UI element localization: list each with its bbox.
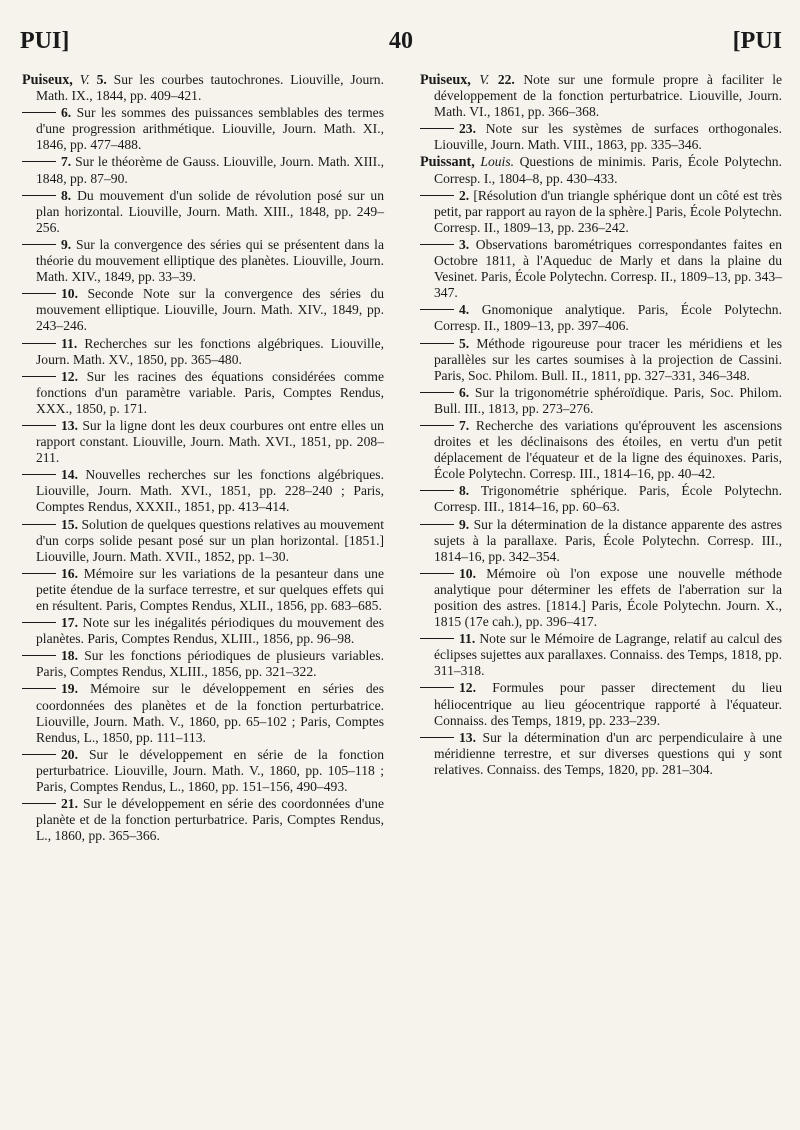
bibliography-entry [22,154,384,186]
entry-number: 2. [459,187,470,203]
entry-number: 23. [459,121,476,137]
author-name: Puiseux, [420,72,471,88]
entry-text: Nouvelles recherches sur les fonctions algébriques. Liouville, Journ. Math. XVI., 1851, pp. 228–240 ; Paris, Comptes Rendus, XXXII., 1851, pp. 413–414. [36,467,384,515]
entry-number: 17. [61,615,78,631]
entry-text: Sur les fonctions périodiques de plusieurs variables. Paris, Comptes Rendus, XLIII., 1856, pp. 321–322. [36,648,384,680]
ditto-rule [22,573,56,574]
entry-number: 20. [61,746,78,762]
entry-number: 16. [61,565,78,581]
entry-text: Sur la ligne dont les deux courbures ont entre elles un rapport constant. Liouville, Journ. Math. XVI., 1851, pp. 208–211. [36,417,384,466]
entry-text: Méthode rigoureuse pour tracer les méridiens et les parallèles sur les cartes soumises à la projection de Cassini. Paris, Soc. Philom. Bull. II., 1811, pp. 327–331, 346–348. [434,335,782,383]
bibliography-entry [420,730,782,778]
entry-number: 3. [459,236,470,252]
entry-number: 12. [61,368,78,384]
entry-text: Note sur les systèmes de surfaces orthogonales. Liouville, Journ. Math. VIII., 1863, pp. 335–346. [434,121,782,153]
entry-text: Sur les sommes des puissances semblables des termes d'une progression arithmétique. Liouville, Journ. Math. XI., 1846, pp. 477–488. [36,105,384,153]
entry-text: Sur les courbes tautochrones. Liouville, Journ. Math. IX., 1844, pp. 409–421. [36,72,384,104]
ditto-rule [22,195,56,196]
bibliography-entry [420,121,782,153]
entry-number: 5. [96,72,107,87]
ditto-rule [420,244,454,245]
bibliography-entry [22,747,384,795]
entry-text: Sur la détermination de la distance apparente des astres sujets à la parallaxe. Paris, École Polytechn. Corresp. III., 1814–16, pp. 342–354. [434,516,782,564]
bibliography-entry [22,105,384,153]
header-right-range: [PUI [732,28,782,54]
header-left-range: PUI] [20,28,70,54]
ditto-rule [22,244,56,245]
ditto-rule [22,474,56,475]
entry-number: 14. [61,467,78,483]
ditto-rule [420,309,454,310]
author-given-name: V. [479,72,490,87]
entry-text: Sur la trigonométrie sphéroïdique. Paris, Soc. Philom. Bull. III., 1813, pp. 273–276. [434,384,782,416]
bibliography-entry [22,237,384,285]
ditto-rule [22,425,56,426]
entry-text: Sur les racines des équations considérées comme fonctions d'un paramètre variable. Paris, Comptes Rendus, XXX., 1850, p. 171. [36,368,384,416]
bibliography-entry [420,680,782,728]
entry-text: Note sur les inégalités périodiques du mouvement des planètes. Paris, Comptes Rendus, XLIII., 1856, pp. 96–98. [36,615,384,647]
ditto-rule [420,638,454,639]
entry-number: 21. [61,796,78,812]
bibliography-entry [22,72,384,104]
entry-text: Mémoire sur les variations de la pesanteur dans une petite étendue de la surface terrestre, et sur quelques effets qui en résultent. Paris, Comptes Rendus, XLII., 1856, pp. 683–685. [36,565,384,613]
ditto-rule [420,128,454,129]
entry-text: Sur le développement en série des coordonnées d'une planète et de la fonction perturbatrice. Paris, Comptes Rendus, L., 1860, pp. 365–366. [36,796,384,844]
entry-number: 15. [61,516,78,532]
entry-text: Du mouvement d'un solide de révolution posé sur un plan horizontal. Liouville, Journ. Math. XIII., 1848, pp. 249–256. [36,187,384,235]
ditto-rule [420,573,454,574]
ditto-rule [420,343,454,344]
entry-text: Recherche des variations qu'éprouvent les ascensions droites et les déclinaisons des étoiles, en vertu d'un petit déplacement de l'équateur et de la ligne des équinoxes. Paris, École Polytechn. Corresp. III., 1814–16, pp. 40–42. [434,417,782,482]
entry-text: Gnomonique analytique. Paris, École Polytechn. Corresp. II., 1809–13, pp. 397–406. [434,302,782,334]
entry-text: Seconde Note sur la convergence des séries du mouvement elliptique. Liouville, Journ. Math. XIV., 1849, pp. 243–246. [36,286,384,334]
entry-text: Observations barométriques correspondantes faites en Octobre 1811, à l'Aqueduc de Marly et dans la plaine du Vesinet. Paris, École Polytechn. Corresp. II., 1809–13, pp. 343–347. [434,236,782,301]
entry-text: Formules pour passer directement du lieu héliocentrique au lieu géocentrique rapporté à l'équateur. Connaiss. des Temps, 1819, pp. 233–239. [434,680,783,728]
bibliography-entry [420,188,782,236]
bibliography-entry [420,566,782,630]
entry-text: Note sur une formule propre à faciliter le développement de la fonction perturbatrice. Liouville, Journ. Math. VI., 1861, pp. 366–368. [434,72,783,120]
bibliography-entry [22,796,384,844]
entry-number: 13. [459,729,476,745]
author-name: Puiseux, [22,72,73,88]
ditto-rule [420,392,454,393]
entry-number: 19. [61,681,78,697]
bibliography-entry [22,615,384,647]
ditto-rule [420,737,454,738]
entry-number: 5. [459,335,470,351]
bibliography-entry [22,517,384,565]
bibliography-entry [420,483,782,515]
ditto-rule [22,112,56,113]
ditto-rule [420,195,454,196]
bibliography-entry [420,302,782,334]
ditto-rule [22,803,56,804]
entry-text: Solution de quelques questions relatives au mouvement d'un corps solide pesant posé sur un plan horizontal. [1851.] Liouville, Journ. Math. XVII., 1852, pp. 1–30. [36,516,384,564]
bibliography-entry [420,385,782,417]
entry-text: Sur la convergence des séries qui se présentent dans la théorie du mouvement elliptique des planètes. Liouville, Journ. Math. XIV., 1849, pp. 33–39. [36,236,384,285]
ditto-rule [22,524,56,525]
entry-text: Recherches sur les fonctions algébriques. Liouville, Journ. Math. XV., 1850, pp. 365–480. [36,335,385,367]
bibliography-entry [420,154,782,186]
bibliography-entry [22,467,384,515]
entry-text: Mémoire sur le développement en séries des coordonnées des planètes et de la fonction perturbatrice. Liouville, Journ. Math. V., 1860, pp. 65–102 ; Paris, Comptes Rendus, L., 1850, pp. 111–113. [36,681,384,745]
bibliography-entry [420,631,782,679]
bibliography-entry [22,188,384,236]
ditto-rule [22,161,56,162]
entry-number: 7. [61,154,72,170]
entry-number: 6. [61,105,72,121]
ditto-rule [420,490,454,491]
right-column [420,72,782,779]
bibliography-entry [22,369,384,417]
entry-text: Sur la détermination d'un arc perpendiculaire à une méridienne terrestre, et sur diverses questions qui y sont relatives. Connaiss. des Temps, 1820, pp. 281–304. [434,729,782,777]
entry-text: Trigonométrie sphérique. Paris, École Polytechn. Corresp. III., 1814–16, pp. 60–63. [434,483,782,515]
entry-text: Note sur le Mémoire de Lagrange, relatif au calcul des éclipses sujettes aux parallaxes. Connaiss. des Temps, 1818, pp. 311–318. [434,631,782,679]
ditto-rule [420,524,454,525]
entry-number: 8. [459,483,470,499]
entry-text: [Résolution d'un triangle sphérique dont un côté est très petit, par rapport au rayon de la sphère.] Paris, École Polytechn. Corresp. II., 1809–13, pp. 236–242. [434,187,782,235]
bibliography-entry [22,681,384,745]
bibliography-entry [420,517,782,565]
bibliography-entry [420,336,782,384]
entry-number: 8. [61,187,72,203]
entry-number: 6. [459,384,470,400]
bibliography-entry [420,72,782,120]
entry-number: 7. [459,417,470,433]
page-number: 40 [389,28,413,54]
entry-number: 11. [61,335,78,351]
ditto-rule [22,293,56,294]
entry-number: 4. [459,302,470,318]
ditto-rule [22,655,56,656]
entry-number: 9. [61,236,72,252]
entry-number: 10. [61,286,78,302]
ditto-rule [22,688,56,689]
bibliography-entry [22,286,384,334]
ditto-rule [22,343,56,344]
entry-number: 9. [459,516,470,532]
entry-number: 12. [459,680,476,696]
entry-number: 22. [497,72,515,87]
entry-number: 13. [61,417,78,433]
entry-number: 11. [459,631,476,647]
ditto-rule [22,376,56,377]
bibliography-entry [420,237,782,301]
page-header [20,28,782,58]
bibliography-entry [22,648,384,680]
entry-text: Questions de minimis. Paris, École Polytechn. Corresp. I., 1804–8, pp. 430–433. [434,154,782,186]
entry-text: Mémoire où l'on expose une nouvelle méthode analytique pour déterminer les effets de l'aberration sur la position des astres. [1814.] Paris, École Polytechn. Journ. X., 1815 (17e cah.), pp. 396–417. [434,565,783,630]
entry-number: 18. [61,648,78,664]
left-column [22,72,384,845]
entry-text: Sur le développement en série de la fonction perturbatrice. Liouville, Journ. Math. V., 1860, pp. 105–118 ; Paris, Comptes Rendus, L., 1860, pp. 151–156, 490–493. [36,746,384,795]
ditto-rule [22,754,56,755]
ditto-rule [420,425,454,426]
entry-number: 10. [459,565,476,581]
bibliography-entry [22,566,384,614]
bibliography-entry [22,336,384,368]
entry-text: Sur le théorème de Gauss. Liouville, Journ. Math. XIII., 1848, pp. 87–90. [36,154,384,186]
ditto-rule [22,622,56,623]
author-name: Puissant, [420,154,475,171]
author-given-name: Louis. [480,154,515,170]
bibliography-entry [22,418,384,466]
ditto-rule [420,687,454,688]
bibliography-entry [420,418,782,482]
author-given-name: V. [79,72,90,87]
